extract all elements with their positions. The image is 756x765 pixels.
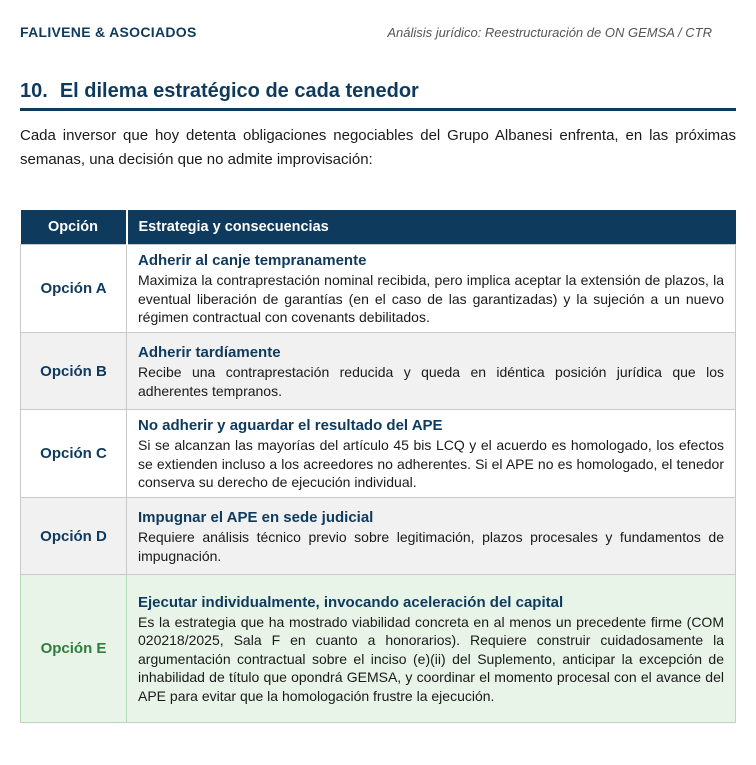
document-subtitle: Análisis jurídico: Reestructuración de ON GEMSA / CTR (387, 25, 712, 40)
strategy-text: Requiere análisis técnico previo sobre legitimación, plazos procesales y fundamentos de impugnación. (138, 529, 724, 564)
page-header (20, 24, 736, 44)
option-label: Opción D (21, 498, 127, 575)
strategy-text: Recibe una contraprestación reducida y queda en idéntica posición jurídica que los adherentes tempranos. (138, 364, 724, 399)
table-row (21, 245, 736, 333)
strategy-title: No adherir y aguardar el resultado del APE (138, 417, 443, 435)
strategy-cell (127, 498, 736, 575)
strategy-text: Maximiza la contraprestación nominal recibida, pero implica aceptar la extensión de plazos, la eventual liberación de garantías (en el caso de las garantizadas) y la sujeción a un nuevo régimen contractual con covenants debilitados. (138, 272, 724, 326)
strategy-title: Adherir tardíamente (138, 344, 281, 361)
table-row (21, 333, 736, 410)
section-title: El dilema estratégico de cada tenedor (59, 80, 419, 102)
strategy-title: Ejecutar individualmente, invocando aceleración del capital (138, 593, 564, 611)
table-row (21, 498, 736, 575)
option-label: Opción E (21, 575, 127, 723)
option-label: Opción A (21, 245, 127, 333)
section-heading (20, 80, 736, 111)
intro-paragraph: Cada inversor que hoy detenta obligaciones negociables del Grupo Albanesi enfrenta, en las próximas semanas, una decisión que no admite improvisación: (20, 127, 736, 168)
strategy-text: Es la estrategia que ha mostrado viabilidad concreta en al menos un precedente firme (COM 020218/2025, Sala F en cuanto a honorarios). Requiere construir cuidadosamente la argumentación contractual sobre el inciso (e)(ii) del Suplemento, anticipar la excepción de inhabilidad de título que opondrá GEMSA, y coordinar el momento procesal con el avance del APE para evitar que la homologación frustre la ejecución. (138, 613, 724, 704)
option-label: Opción B (21, 333, 127, 410)
strategy-cell (127, 410, 736, 498)
strategy-text: Si se alcanzan las mayorías del artículo 45 bis LCQ y el acuerdo es homologado, los efectos se extienden incluso a los acreedores no adherentes. Si el APE no es homologado, el tenedor conserva su derecho de ejecución individual. (138, 437, 724, 491)
column-header-option: Opción (21, 210, 127, 245)
section-number: 10. (20, 80, 48, 102)
firm-name: FALIVENE & ASOCIADOS (20, 24, 197, 40)
strategy-cell (127, 575, 736, 723)
table-row (21, 410, 736, 498)
strategy-cell (127, 245, 736, 333)
strategy-title: Adherir al canje tempranamente (138, 252, 367, 270)
strategy-cell (127, 333, 736, 410)
column-header-strategy: Estrategia y consecuencias (127, 210, 736, 245)
option-label: Opción C (21, 410, 127, 498)
table-row-highlighted (21, 575, 736, 723)
strategy-title: Impugnar el APE en sede judicial (138, 509, 374, 526)
options-table (20, 210, 736, 723)
table-header-row (21, 210, 736, 245)
